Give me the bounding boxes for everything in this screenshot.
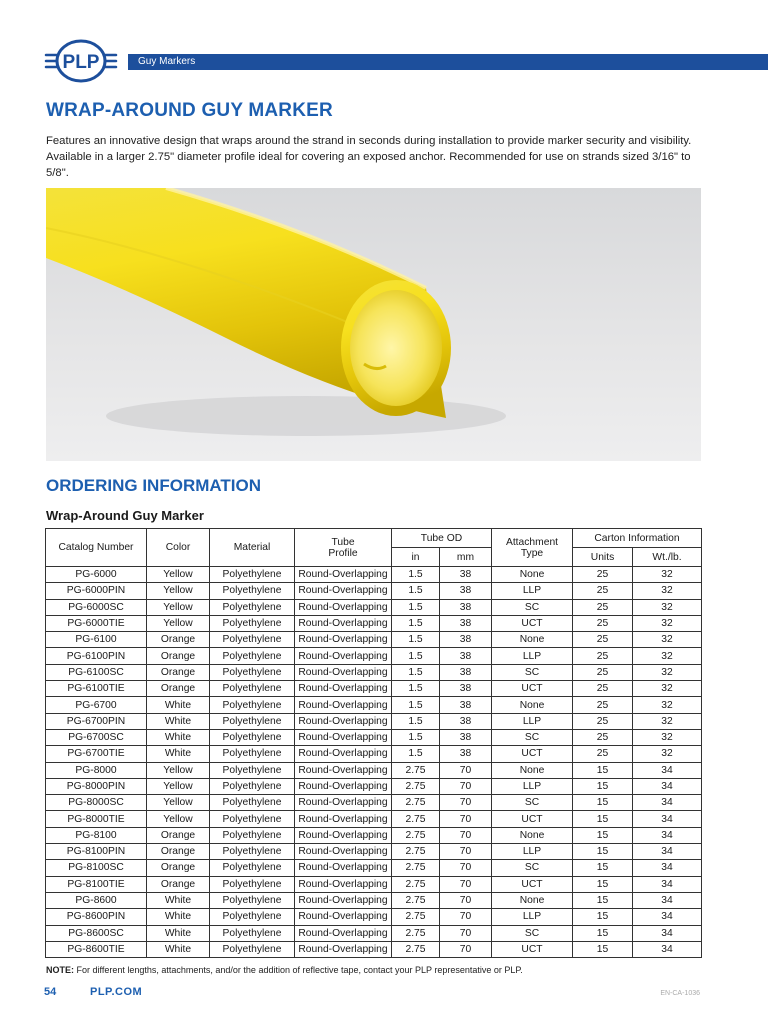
tube-profile-cell: Round-Overlapping [295,778,392,794]
weight-cell: 32 [633,713,702,729]
table-row [46,567,702,583]
material-cell: Polyethylene [210,811,295,827]
units-cell: 25 [573,681,633,697]
color-cell: Orange [147,876,210,892]
units-cell: 15 [573,876,633,892]
material-cell: Polyethylene [210,876,295,892]
attachment-type-cell: SC [492,729,573,745]
material-cell: Polyethylene [210,713,295,729]
material-cell: Polyethylene [210,778,295,794]
units-cell: 25 [573,632,633,648]
material-cell: Polyethylene [210,795,295,811]
attachment-type-cell: LLP [492,909,573,925]
material-cell: Polyethylene [210,697,295,713]
tube-profile-cell: Round-Overlapping [295,860,392,876]
catalog-number-cell: PG-6000PIN [46,583,147,599]
attachment-type-cell: LLP [492,713,573,729]
table-row [46,599,702,615]
tube-profile-cell: Round-Overlapping [295,583,392,599]
tube-od-mm-cell: 38 [440,746,492,762]
units-cell: 25 [573,599,633,615]
material-cell: Polyethylene [210,583,295,599]
color-cell: White [147,713,210,729]
svg-text:PLP: PLP [62,52,100,73]
table-row [46,648,702,664]
weight-cell: 34 [633,827,702,843]
color-cell: White [147,697,210,713]
tube-od-mm-cell: 38 [440,729,492,745]
table-row [46,729,702,745]
tube-od-mm-cell: 70 [440,876,492,892]
color-cell: White [147,729,210,745]
page-number: 54 [44,986,57,998]
catalog-number-cell: PG-8600PIN [46,909,147,925]
catalog-number-cell: PG-6000TIE [46,615,147,631]
material-cell: Polyethylene [210,567,295,583]
tube-od-mm-cell: 38 [440,697,492,713]
header-tube-od: Tube OD [392,529,492,548]
material-cell: Polyethylene [210,892,295,908]
weight-cell: 32 [633,664,702,680]
units-cell: 15 [573,762,633,778]
tube-profile-cell: Round-Overlapping [295,632,392,648]
weight-cell: 32 [633,729,702,745]
ordering-table [45,528,702,958]
attachment-type-cell: UCT [492,681,573,697]
units-cell: 25 [573,615,633,631]
units-cell: 15 [573,811,633,827]
color-cell: Yellow [147,811,210,827]
color-cell: Orange [147,648,210,664]
weight-cell: 32 [633,648,702,664]
color-cell: White [147,909,210,925]
tube-profile-cell: Round-Overlapping [295,795,392,811]
table-row [46,795,702,811]
units-cell: 25 [573,697,633,713]
material-cell: Polyethylene [210,632,295,648]
tube-od-mm-cell: 38 [440,648,492,664]
table-row [46,664,702,680]
tube-od-mm-cell: 70 [440,778,492,794]
tube-profile-cell: Round-Overlapping [295,615,392,631]
attachment-type-cell: SC [492,925,573,941]
catalog-number-cell: PG-8000 [46,762,147,778]
tube-profile-cell: Round-Overlapping [295,892,392,908]
table-title: Wrap-Around Guy Marker [46,508,204,523]
weight-cell: 34 [633,892,702,908]
attachment-type-cell: None [492,697,573,713]
table-row [46,860,702,876]
note-text: For different lengths, attachments, and/or the addition of reflective tape, contact your PLP representative or PLP. [74,965,523,975]
catalog-number-cell: PG-8100SC [46,860,147,876]
catalog-number-cell: PG-6700TIE [46,746,147,762]
tube-od-mm-cell: 70 [440,892,492,908]
table-row [46,632,702,648]
footnote [46,965,523,975]
tube-od-mm-cell: 38 [440,713,492,729]
tube-profile-cell: Round-Overlapping [295,941,392,957]
weight-cell: 34 [633,778,702,794]
page-header [0,0,768,90]
tube-od-mm-cell: 70 [440,909,492,925]
catalog-number-cell: PG-6100TIE [46,681,147,697]
note-label: NOTE: [46,965,74,975]
table-row [46,697,702,713]
tube-od-in-cell: 1.5 [392,746,440,762]
color-cell: Orange [147,664,210,680]
units-cell: 25 [573,583,633,599]
material-cell: Polyethylene [210,599,295,615]
material-cell: Polyethylene [210,729,295,745]
units-cell: 25 [573,729,633,745]
header-mm: mm [440,548,492,567]
weight-cell: 32 [633,615,702,631]
catalog-number-cell: PG-8100TIE [46,876,147,892]
attachment-type-cell: LLP [492,844,573,860]
plp-logo [44,38,118,84]
tube-od-in-cell: 2.75 [392,811,440,827]
color-cell: Yellow [147,599,210,615]
header-material: Material [210,529,295,567]
material-cell: Polyethylene [210,941,295,957]
tube-profile-cell: Round-Overlapping [295,567,392,583]
table-row [46,909,702,925]
tube-od-in-cell: 2.75 [392,892,440,908]
units-cell: 15 [573,778,633,794]
material-cell: Polyethylene [210,746,295,762]
material-cell: Polyethylene [210,664,295,680]
tube-profile-cell: Round-Overlapping [295,681,392,697]
attachment-type-cell: SC [492,860,573,876]
tube-profile-cell: Round-Overlapping [295,811,392,827]
color-cell: White [147,892,210,908]
material-cell: Polyethylene [210,648,295,664]
header-catalog-number: Catalog Number [46,529,147,567]
tube-od-mm-cell: 38 [440,599,492,615]
table-row [46,844,702,860]
weight-cell: 34 [633,860,702,876]
catalog-number-cell: PG-8600 [46,892,147,908]
tube-od-in-cell: 1.5 [392,648,440,664]
tube-od-in-cell: 2.75 [392,860,440,876]
tube-od-in-cell: 2.75 [392,795,440,811]
tube-profile-cell: Round-Overlapping [295,909,392,925]
tube-profile-cell: Round-Overlapping [295,827,392,843]
section-bar [128,54,768,70]
header-tube-profile: Tube Profile [295,529,392,567]
tube-profile-cell: Round-Overlapping [295,844,392,860]
table-row [46,941,702,957]
tube-od-in-cell: 1.5 [392,599,440,615]
tube-od-mm-cell: 70 [440,941,492,957]
units-cell: 15 [573,925,633,941]
header-wt: Wt./lb. [633,548,702,567]
catalog-number-cell: PG-8000SC [46,795,147,811]
tube-profile-cell: Round-Overlapping [295,599,392,615]
tube-profile-cell: Round-Overlapping [295,664,392,680]
weight-cell: 34 [633,876,702,892]
catalog-number-cell: PG-6700 [46,697,147,713]
material-cell: Polyethylene [210,925,295,941]
weight-cell: 34 [633,909,702,925]
weight-cell: 32 [633,697,702,713]
tube-od-in-cell: 2.75 [392,778,440,794]
color-cell: Orange [147,827,210,843]
catalog-number-cell: PG-6100 [46,632,147,648]
color-cell: White [147,746,210,762]
header-units: Units [573,548,633,567]
catalog-number-cell: PG-8000PIN [46,778,147,794]
tube-od-in-cell: 2.75 [392,876,440,892]
tube-od-mm-cell: 38 [440,664,492,680]
table-row [46,615,702,631]
tube-od-mm-cell: 38 [440,583,492,599]
catalog-number-cell: PG-8600TIE [46,941,147,957]
units-cell: 15 [573,860,633,876]
header-attachment-type: Attachment Type [492,529,573,567]
tube-od-in-cell: 2.75 [392,941,440,957]
weight-cell: 32 [633,681,702,697]
catalog-number-cell: PG-8600SC [46,925,147,941]
tube-od-in-cell: 1.5 [392,583,440,599]
tube-od-mm-cell: 38 [440,632,492,648]
attachment-type-cell: LLP [492,583,573,599]
material-cell: Polyethylene [210,681,295,697]
color-cell: Orange [147,632,210,648]
weight-cell: 34 [633,925,702,941]
material-cell: Polyethylene [210,615,295,631]
tube-profile-cell: Round-Overlapping [295,697,392,713]
catalog-number-cell: PG-6100PIN [46,648,147,664]
color-cell: Yellow [147,762,210,778]
weight-cell: 34 [633,941,702,957]
attachment-type-cell: None [492,762,573,778]
color-cell: Orange [147,860,210,876]
table-row [46,746,702,762]
units-cell: 15 [573,827,633,843]
weight-cell: 32 [633,746,702,762]
units-cell: 15 [573,795,633,811]
attachment-type-cell: SC [492,599,573,615]
ordering-heading: ORDERING INFORMATION [46,476,262,495]
tube-od-mm-cell: 70 [440,844,492,860]
tube-od-mm-cell: 70 [440,795,492,811]
tube-od-mm-cell: 70 [440,860,492,876]
weight-cell: 34 [633,844,702,860]
tube-od-in-cell: 1.5 [392,567,440,583]
tube-od-mm-cell: 70 [440,827,492,843]
tube-od-in-cell: 2.75 [392,909,440,925]
attachment-type-cell: LLP [492,778,573,794]
color-cell: Orange [147,681,210,697]
weight-cell: 32 [633,632,702,648]
material-cell: Polyethylene [210,762,295,778]
units-cell: 25 [573,567,633,583]
attachment-type-cell: LLP [492,648,573,664]
color-cell: Yellow [147,583,210,599]
header-color: Color [147,529,210,567]
tube-profile-cell: Round-Overlapping [295,762,392,778]
attachment-type-cell: None [492,632,573,648]
attachment-type-cell: UCT [492,876,573,892]
attachment-type-cell: None [492,827,573,843]
header-carton-information: Carton Information [573,529,702,548]
section-label: Guy Markers [138,56,196,67]
table-row [46,892,702,908]
units-cell: 15 [573,844,633,860]
table-row [46,811,702,827]
attachment-type-cell: UCT [492,746,573,762]
color-cell: White [147,925,210,941]
units-cell: 25 [573,664,633,680]
units-cell: 15 [573,909,633,925]
attachment-type-cell: SC [492,664,573,680]
weight-cell: 34 [633,795,702,811]
tube-profile-cell: Round-Overlapping [295,876,392,892]
catalog-number-cell: PG-6000SC [46,599,147,615]
tube-profile-cell: Round-Overlapping [295,713,392,729]
catalog-number-cell: PG-8100 [46,827,147,843]
attachment-type-cell: SC [492,795,573,811]
tube-od-in-cell: 2.75 [392,925,440,941]
tube-od-in-cell: 2.75 [392,827,440,843]
footer-url[interactable]: PLP.COM [90,986,143,998]
catalog-number-cell: PG-6700PIN [46,713,147,729]
attachment-type-cell: UCT [492,615,573,631]
attachment-type-cell: UCT [492,941,573,957]
tube-od-in-cell: 1.5 [392,681,440,697]
tube-od-in-cell: 2.75 [392,762,440,778]
attachment-type-cell: None [492,567,573,583]
attachment-type-cell: None [492,892,573,908]
tube-od-in-cell: 1.5 [392,697,440,713]
tube-profile-cell: Round-Overlapping [295,746,392,762]
tube-od-mm-cell: 70 [440,762,492,778]
table-row [46,681,702,697]
units-cell: 25 [573,746,633,762]
weight-cell: 32 [633,567,702,583]
table-row [46,713,702,729]
weight-cell: 32 [633,599,702,615]
units-cell: 15 [573,941,633,957]
attachment-type-cell: UCT [492,811,573,827]
catalog-number-cell: PG-6000 [46,567,147,583]
units-cell: 15 [573,892,633,908]
material-cell: Polyethylene [210,844,295,860]
tube-profile-cell: Round-Overlapping [295,925,392,941]
tube-od-in-cell: 1.5 [392,664,440,680]
table-row [46,925,702,941]
tube-profile-cell: Round-Overlapping [295,729,392,745]
table-row [46,583,702,599]
material-cell: Polyethylene [210,860,295,876]
units-cell: 25 [573,648,633,664]
table-row [46,876,702,892]
catalog-number-cell: PG-6700SC [46,729,147,745]
catalog-number-cell: PG-8000TIE [46,811,147,827]
tube-od-in-cell: 1.5 [392,713,440,729]
color-cell: Orange [147,844,210,860]
tube-od-in-cell: 1.5 [392,615,440,631]
table-row [46,827,702,843]
weight-cell: 32 [633,583,702,599]
tube-od-mm-cell: 38 [440,567,492,583]
product-photo [46,188,701,461]
table-row [46,778,702,794]
tube-od-mm-cell: 70 [440,811,492,827]
color-cell: White [147,941,210,957]
material-cell: Polyethylene [210,827,295,843]
tube-od-in-cell: 1.5 [392,729,440,745]
table-row [46,762,702,778]
color-cell: Yellow [147,567,210,583]
material-cell: Polyethylene [210,909,295,925]
header-in: in [392,548,440,567]
tube-od-mm-cell: 38 [440,615,492,631]
weight-cell: 34 [633,811,702,827]
tube-od-mm-cell: 70 [440,925,492,941]
tube-profile-cell: Round-Overlapping [295,648,392,664]
intro-paragraph: Features an innovative design that wraps around the strand in seconds during installation to provide marker security and visibility. Available in a larger 2.75" diameter profile ideal for covering an exposed anchor. Recommended for use on strands sized 3/16" to 5/8". [46,135,692,179]
color-cell: Yellow [147,615,210,631]
tube-od-in-cell: 1.5 [392,632,440,648]
catalog-number-cell: PG-6100SC [46,664,147,680]
tube-od-mm-cell: 38 [440,681,492,697]
weight-cell: 34 [633,762,702,778]
document-code: EN-CA-1036 [660,990,700,997]
table-body [46,567,702,958]
units-cell: 25 [573,713,633,729]
tube-od-in-cell: 2.75 [392,844,440,860]
catalog-number-cell: PG-8100PIN [46,844,147,860]
color-cell: Yellow [147,795,210,811]
page-title: WRAP-AROUND GUY MARKER [46,100,333,121]
color-cell: Yellow [147,778,210,794]
